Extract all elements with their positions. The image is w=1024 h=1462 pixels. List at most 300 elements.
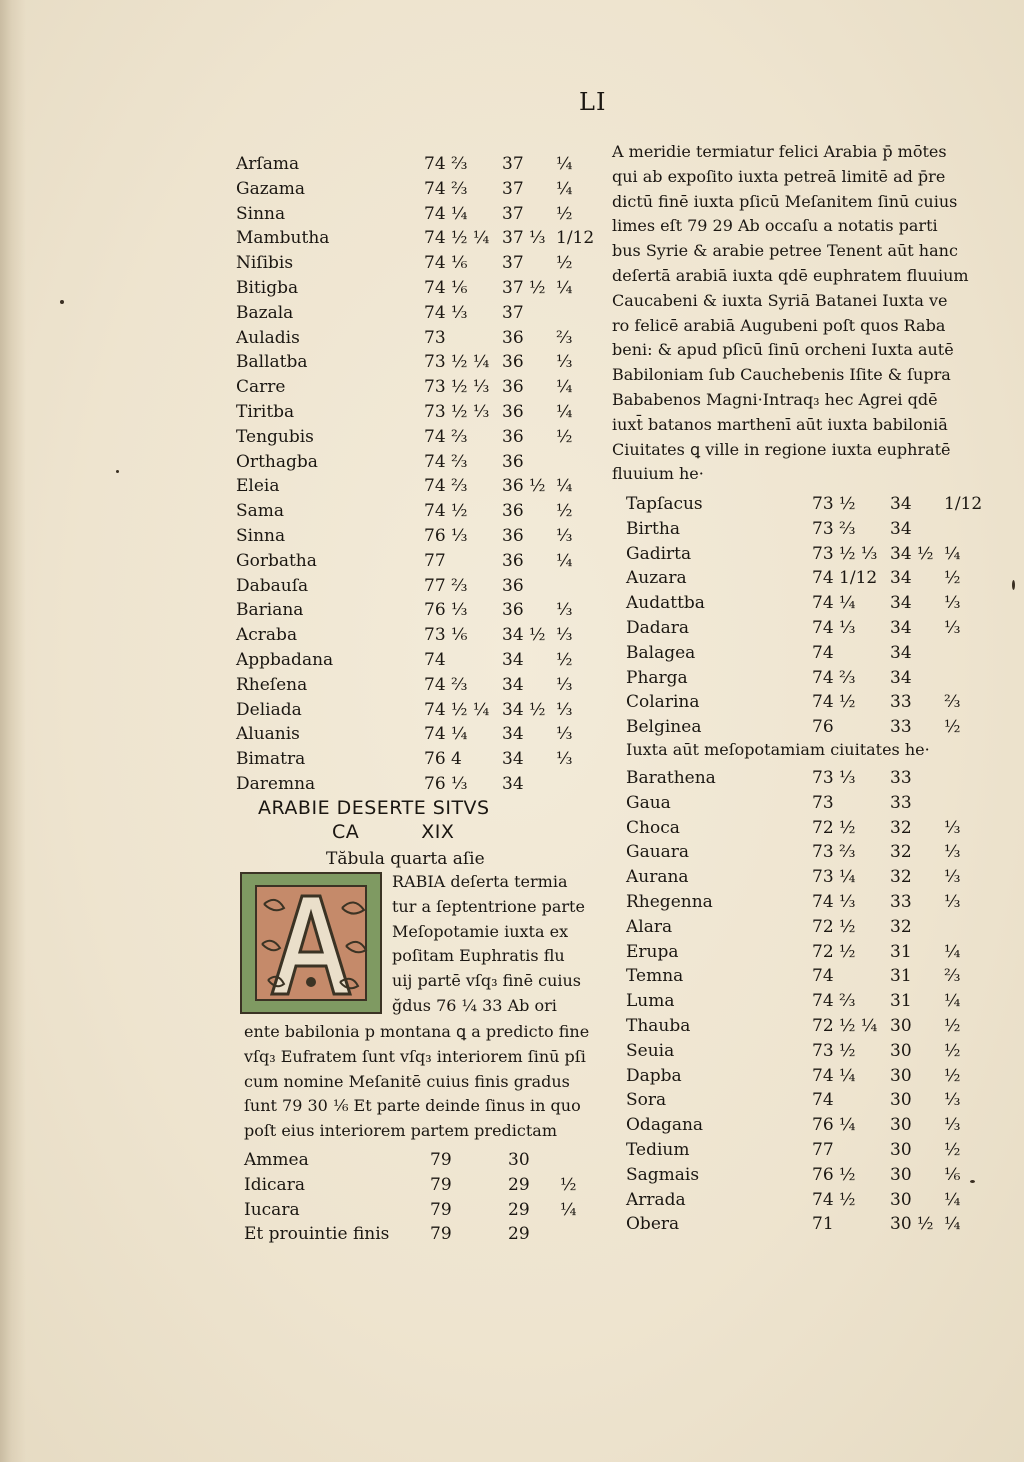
table-row xyxy=(626,940,966,965)
place-name: Et prouintie finis xyxy=(244,1224,390,1245)
text-line: ſunt 79 30 ⅙ Et parte deinde ſinus in quo xyxy=(244,1096,581,1116)
longitude: 73 xyxy=(812,792,834,813)
table-row xyxy=(236,623,586,648)
place-name: Pharga xyxy=(626,667,688,688)
longitude: 76 ¼ xyxy=(812,1115,856,1136)
latitude: 34 xyxy=(502,649,524,670)
table-row xyxy=(236,350,586,375)
latitude: 37 xyxy=(502,253,524,274)
place-name: Colarina xyxy=(626,692,700,713)
place-name: Aluanis xyxy=(236,724,300,745)
table-row xyxy=(626,690,966,715)
longitude: 74 ¼ xyxy=(812,1065,856,1086)
longitude: 73 ⅔ xyxy=(812,518,856,539)
fraction: ¼ xyxy=(556,377,573,398)
latitude: 33 xyxy=(890,792,912,813)
fraction: ⅓ xyxy=(556,674,573,695)
latitude: 30 xyxy=(890,1164,912,1185)
longitude: 74 ⅔ xyxy=(424,674,468,695)
table-row xyxy=(244,1148,594,1173)
fraction: ⅓ xyxy=(556,600,573,621)
longitude: 73 xyxy=(424,327,446,348)
longitude: 74 ⅙ xyxy=(424,253,468,274)
table-row xyxy=(244,1198,594,1223)
ink-speck xyxy=(60,300,64,304)
place-name: Dadara xyxy=(626,617,690,638)
table-row xyxy=(626,766,966,791)
mesopotamia-coordinate-table xyxy=(626,766,966,1237)
fraction: ¼ xyxy=(944,941,961,962)
longitude: 74 ⅙ xyxy=(424,277,468,298)
text-line: fluuium he· xyxy=(612,464,704,484)
longitude: 76 ½ xyxy=(812,1164,856,1185)
longitude: 76 xyxy=(812,717,834,738)
place-name: Orthagba xyxy=(236,451,318,472)
fraction: ⅙ xyxy=(944,1164,961,1185)
table-row xyxy=(626,517,966,542)
latitude: 30 ½ xyxy=(890,1214,934,1235)
latitude: 34 ½ xyxy=(502,699,546,720)
longitude: 73 ⅙ xyxy=(424,625,468,646)
fraction: ¼ xyxy=(556,277,573,298)
table-row xyxy=(236,574,586,599)
table-row xyxy=(236,772,586,797)
longitude: 73 ⅓ xyxy=(812,768,856,788)
fraction: ¼ xyxy=(556,476,573,497)
text-line: RABIA deſerta termia xyxy=(392,872,568,891)
place-name: Odagana xyxy=(626,1115,704,1136)
longitude: 71 xyxy=(812,1214,834,1235)
table-row xyxy=(244,1173,594,1198)
latitude: 33 xyxy=(890,891,912,912)
latitude: 34 xyxy=(502,724,524,745)
mesopotamia-heading: Iuxta aūt meſopotamiam ciuitates he· xyxy=(626,740,930,759)
chapter-number: XIX xyxy=(421,821,455,843)
place-name: Sama xyxy=(236,501,285,522)
text-line: beni: & apud pſicū ſinū orcheni Iuxta autē xyxy=(612,340,954,360)
fraction: ⅓ xyxy=(556,525,573,546)
longitude: 74 ½ ¼ xyxy=(424,699,490,720)
text-line: cum nomine Meſanitē cuius finis gradus xyxy=(244,1071,570,1091)
place-name: Mambutha xyxy=(236,228,330,249)
fraction: ½ xyxy=(944,1040,961,1061)
longitude: 72 ½ xyxy=(812,817,856,838)
place-name: Bitigba xyxy=(236,277,299,298)
latitude: 36 ½ xyxy=(502,476,546,497)
place-name: Bariana xyxy=(236,600,304,621)
latitude: 36 xyxy=(502,550,524,571)
intro-paragraph-wide xyxy=(244,1020,589,1144)
fraction: ½ xyxy=(556,203,573,224)
fraction: ⅔ xyxy=(944,966,961,987)
longitude: 73 ½ ¼ xyxy=(424,352,490,373)
left-coordinate-table xyxy=(236,152,595,797)
place-name: Sinna xyxy=(236,203,286,224)
longitude: 73 ½ ⅓ xyxy=(424,401,490,422)
table-row xyxy=(626,964,966,989)
place-name: Choca xyxy=(626,817,680,838)
fraction: ⅓ xyxy=(944,593,961,614)
latitude: 34 xyxy=(502,773,524,794)
fraction: ¼ xyxy=(556,550,573,571)
longitude: 72 ½ ¼ xyxy=(812,1015,878,1036)
longitude: 77 xyxy=(424,550,446,571)
longitude: 74 ¼ xyxy=(424,203,468,224)
text-line: tur a ſeptentrione parte xyxy=(392,896,585,916)
fraction: ⅓ xyxy=(944,617,961,638)
table-row xyxy=(236,549,586,574)
table-row xyxy=(236,698,586,723)
text-line: deſertā arabiā iuxta qdē euphratem fluuium xyxy=(612,265,969,285)
fraction: ⅓ xyxy=(944,1090,961,1111)
fraction: ⅓ xyxy=(556,749,573,770)
table-row xyxy=(626,1088,966,1113)
longitude: 74 ½ xyxy=(812,1189,856,1210)
text-line: ğdus 76 ¼ 33 Ab ori xyxy=(392,995,557,1015)
place-name: Obera xyxy=(626,1214,680,1235)
table-row xyxy=(236,301,586,326)
longitude: 74 ½ xyxy=(424,501,468,522)
fraction: ½ xyxy=(556,501,573,522)
table-row xyxy=(626,1014,966,1039)
latitude: 34 ½ xyxy=(890,543,934,564)
longitude: 74 ⅔ xyxy=(424,154,468,174)
latitude: 36 xyxy=(502,327,524,348)
table-row xyxy=(236,226,595,251)
latitude: 33 xyxy=(890,717,912,738)
table-row xyxy=(236,722,586,747)
latitude: 33 xyxy=(890,692,912,713)
place-name: Gazama xyxy=(236,178,306,199)
table-row xyxy=(236,202,586,227)
place-name: Audattba xyxy=(626,593,705,614)
fraction: ⅔ xyxy=(944,692,961,713)
text-line: limes eſt 79 29 Ab occaſu a notatis parti xyxy=(612,216,938,236)
ink-speck xyxy=(116,470,119,473)
ink-speck xyxy=(970,1180,975,1183)
fraction: ⅓ xyxy=(556,352,573,373)
longitude: 73 ½ xyxy=(812,494,856,514)
longitude: 77 xyxy=(812,1139,834,1160)
table-row xyxy=(626,791,966,816)
fraction: ½ xyxy=(944,1139,961,1160)
text-line: qui ab expoſito iuxta petreā limitē ad p̄re xyxy=(612,166,946,186)
place-name: Seuia xyxy=(626,1040,675,1061)
table-row xyxy=(236,598,586,623)
latitude: 30 xyxy=(890,1015,912,1036)
longitude: 74 xyxy=(812,966,834,987)
longitude: 76 ⅓ xyxy=(424,600,468,621)
latitude: 31 xyxy=(890,991,912,1012)
table-row xyxy=(236,276,586,301)
place-name: Acraba xyxy=(236,625,298,646)
table-row xyxy=(626,591,966,616)
longitude: 73 ¼ xyxy=(812,867,856,888)
latitude: 37 ⅓ xyxy=(502,228,546,249)
chapter-label: CA xyxy=(332,821,360,843)
longitude: 74 ⅔ xyxy=(424,178,468,199)
latitude: 31 xyxy=(890,941,912,962)
longitude: 76 4 xyxy=(424,749,462,770)
latitude: 36 xyxy=(502,600,524,621)
binding-gutter xyxy=(0,0,26,1462)
longitude: 73 ½ ⅓ xyxy=(812,543,878,564)
table-row xyxy=(236,400,586,425)
fraction: ½ xyxy=(944,717,961,738)
latitude: 36 xyxy=(502,451,524,472)
latitude: 36 xyxy=(502,377,524,398)
place-name: Luma xyxy=(626,991,675,1012)
latitude: 34 xyxy=(890,494,912,514)
place-name: Sora xyxy=(626,1090,667,1111)
place-name: Barathena xyxy=(626,768,716,788)
place-name: Auzara xyxy=(626,568,687,589)
table-row xyxy=(626,666,966,691)
latitude: 34 ½ xyxy=(502,625,546,646)
fraction: ⅓ xyxy=(944,842,961,863)
latitude: 29 xyxy=(508,1174,530,1195)
latitude: 34 xyxy=(890,642,912,663)
longitude: 74 xyxy=(812,642,834,663)
latitude: 30 xyxy=(890,1090,912,1111)
table-row xyxy=(236,450,586,475)
place-name: Ammea xyxy=(244,1150,309,1170)
place-name: Daremna xyxy=(236,773,316,794)
table-row xyxy=(626,1138,966,1163)
longitude: 74 ¼ xyxy=(812,593,856,614)
place-name: Dabauſa xyxy=(236,575,309,596)
fraction: ¼ xyxy=(556,401,573,422)
latitude: 33 xyxy=(890,768,912,788)
table-label: Tăbula quarta aſie xyxy=(326,849,485,869)
place-name: Gadirta xyxy=(626,543,692,564)
place-name: Rhegenna xyxy=(626,891,713,912)
longitude: 74 ½ ¼ xyxy=(424,228,490,249)
text-line: bus Syrie & arabie petree Tenent aūt hanc xyxy=(612,241,958,261)
latitude: 34 xyxy=(890,593,912,614)
table-row xyxy=(626,1212,966,1237)
latitude: 32 xyxy=(890,817,912,838)
table-row xyxy=(626,1064,966,1089)
latitude: 37 xyxy=(502,203,524,224)
table-row xyxy=(236,152,586,177)
longitude: 74 ⅓ xyxy=(812,617,856,638)
table-row xyxy=(626,542,966,567)
longitude: 79 xyxy=(430,1174,452,1195)
latitude: 32 xyxy=(890,842,912,863)
table-row xyxy=(626,715,966,740)
latitude: 30 xyxy=(890,1115,912,1136)
fraction: ⅓ xyxy=(944,891,961,912)
place-name: Idicara xyxy=(244,1174,305,1195)
place-name: Temna xyxy=(626,966,684,987)
place-name: Alara xyxy=(626,916,673,937)
longitude: 73 ½ ⅓ xyxy=(424,377,490,398)
place-name: Balagea xyxy=(626,642,696,663)
table-row xyxy=(236,747,586,772)
table-row xyxy=(626,1188,966,1213)
longitude: 74 ½ xyxy=(812,692,856,713)
intro-paragraph-narrow xyxy=(392,870,585,1019)
fraction: ¼ xyxy=(556,154,573,174)
latitude: 29 xyxy=(508,1224,530,1245)
place-name: Tapſacus xyxy=(626,494,703,514)
fraction: ⅓ xyxy=(556,699,573,720)
fraction: ½ xyxy=(556,649,573,670)
text-line: Babiloniam ſub Cauchebenis Iſite & ſupra xyxy=(612,365,951,385)
table-row xyxy=(236,375,586,400)
latitude: 30 xyxy=(890,1189,912,1210)
latitude: 34 xyxy=(502,674,524,695)
right-coordinate-table xyxy=(626,492,983,740)
latitude: 37 ½ xyxy=(502,277,546,298)
table-row xyxy=(236,648,586,673)
table-row xyxy=(236,177,586,202)
place-name: Gaua xyxy=(626,792,671,813)
longitude: 74 xyxy=(424,649,446,670)
latitude: 36 xyxy=(502,426,524,447)
latitude: 32 xyxy=(890,867,912,888)
latitude: 36 xyxy=(502,525,524,546)
latitude: 34 xyxy=(502,749,524,770)
place-name: Tiritba xyxy=(236,401,295,422)
latitude: 30 xyxy=(890,1139,912,1160)
table-row xyxy=(626,616,966,641)
place-name: Carre xyxy=(236,377,286,398)
fraction: 1/12 xyxy=(556,228,595,249)
place-name: Rheſena xyxy=(236,674,308,695)
section-title: ARABIE DESERTE SITVS xyxy=(258,797,490,819)
fraction: ⅓ xyxy=(944,817,961,838)
table-row xyxy=(626,989,966,1014)
text-line: poſitam Euphratis flu xyxy=(392,946,565,966)
longitude: 74 ⅔ xyxy=(424,476,468,497)
latitude: 30 xyxy=(890,1065,912,1086)
longitude: 79 xyxy=(430,1150,452,1170)
latitude: 30 xyxy=(890,1040,912,1061)
right-column-text xyxy=(612,140,969,487)
latitude: 34 xyxy=(890,568,912,589)
fraction: ¼ xyxy=(944,1189,961,1210)
text-line: dictū finē iuxta pſicū Meſanitem ſinū cuius xyxy=(612,191,958,211)
place-name: Eleia xyxy=(236,476,280,497)
longitude: 74 ⅓ xyxy=(812,891,856,912)
fraction: ½ xyxy=(556,426,573,447)
longitude: 72 ½ xyxy=(812,916,856,937)
latitude: 36 xyxy=(502,352,524,373)
place-name: Dapba xyxy=(626,1065,682,1086)
place-name: Sagmais xyxy=(626,1164,700,1185)
longitude: 74 ⅓ xyxy=(424,302,468,323)
fraction: ⅓ xyxy=(556,625,573,646)
table-row xyxy=(626,492,983,517)
longitude: 77 ⅔ xyxy=(424,575,468,596)
place-name: Appbadana xyxy=(236,649,334,670)
latitude: 29 xyxy=(508,1199,530,1220)
longitude: 79 xyxy=(430,1199,452,1220)
text-line: vſq₃ Eufratem ſunt vſq₃ interiorem ſinū pſi xyxy=(244,1046,586,1066)
place-name: Belginea xyxy=(626,717,702,738)
latitude: 34 xyxy=(890,617,912,638)
latitude: 34 xyxy=(890,518,912,539)
place-name: Thauba xyxy=(626,1015,691,1036)
fraction: ½ xyxy=(944,1065,961,1086)
table-row xyxy=(626,1163,966,1188)
table-row xyxy=(626,566,966,591)
folio-number: LI xyxy=(579,88,607,116)
province-end-table xyxy=(244,1148,594,1247)
text-line: Caucabeni & iuxta Syriā Batanei Iuxta ve xyxy=(612,290,948,310)
place-name: Tedium xyxy=(626,1139,690,1160)
place-name: Gorbatha xyxy=(236,550,317,571)
text-line: Bababenos Magni·Intraq₃ hec Agrei qdē xyxy=(612,389,938,409)
fraction: ¼ xyxy=(556,178,573,199)
table-row xyxy=(236,251,586,276)
longitude: 76 ⅓ xyxy=(424,773,468,794)
latitude: 37 xyxy=(502,154,524,174)
place-name: Arſama xyxy=(236,154,300,174)
longitude: 74 ⅔ xyxy=(424,451,468,472)
latitude: 31 xyxy=(890,966,912,987)
table-row xyxy=(236,425,586,450)
fraction: ⅔ xyxy=(556,327,573,348)
longitude: 79 xyxy=(430,1224,452,1245)
place-name: Sinna xyxy=(236,525,286,546)
text-line: ro felicē arabiā Augubeni poſt quos Raba xyxy=(612,315,946,335)
place-name: Bimatra xyxy=(236,749,306,770)
fraction: ⅓ xyxy=(944,867,961,888)
table-row xyxy=(626,890,966,915)
latitude: 36 xyxy=(502,501,524,522)
initial-ornament-icon xyxy=(242,874,380,1012)
place-name: Tengubis xyxy=(236,426,314,447)
latitude: 37 xyxy=(502,178,524,199)
table-row xyxy=(626,641,966,666)
table-row xyxy=(244,1222,594,1247)
place-name: Aurana xyxy=(626,867,689,888)
fraction: ¼ xyxy=(944,543,961,564)
table-row xyxy=(626,865,966,890)
text-line: Ciuitates ꝗ ville in regione iuxta euphratē xyxy=(612,439,951,459)
place-name: Auladis xyxy=(236,327,300,348)
latitude: 36 xyxy=(502,401,524,422)
table-row xyxy=(626,1039,966,1064)
place-name: Niſibis xyxy=(236,253,294,274)
longitude: 74 ¼ xyxy=(424,724,468,745)
table-row xyxy=(626,840,966,865)
latitude: 36 xyxy=(502,575,524,596)
text-line: poſt eius interiorem partem predictam xyxy=(244,1121,557,1141)
longitude: 74 1/12 xyxy=(812,568,878,589)
latitude: 30 xyxy=(508,1150,530,1170)
table-row xyxy=(236,474,586,499)
longitude: 74 ⅔ xyxy=(424,426,468,447)
table-row xyxy=(236,524,586,549)
fraction: ½ xyxy=(944,1015,961,1036)
latitude: 32 xyxy=(890,916,912,937)
fraction: ⅓ xyxy=(556,724,573,745)
place-name: Iucara xyxy=(244,1199,300,1220)
place-name: Gauara xyxy=(626,842,690,863)
place-name: Erupa xyxy=(626,941,679,962)
fraction: ½ xyxy=(560,1174,577,1195)
text-line: A meridie termiatur felici Arabia p̄ mōtes xyxy=(612,142,947,161)
latitude: 37 xyxy=(502,302,524,323)
fraction: ½ xyxy=(556,253,573,274)
fraction: ⅓ xyxy=(944,1115,961,1136)
fraction: ¼ xyxy=(560,1199,577,1220)
decorated-initial xyxy=(240,872,382,1014)
